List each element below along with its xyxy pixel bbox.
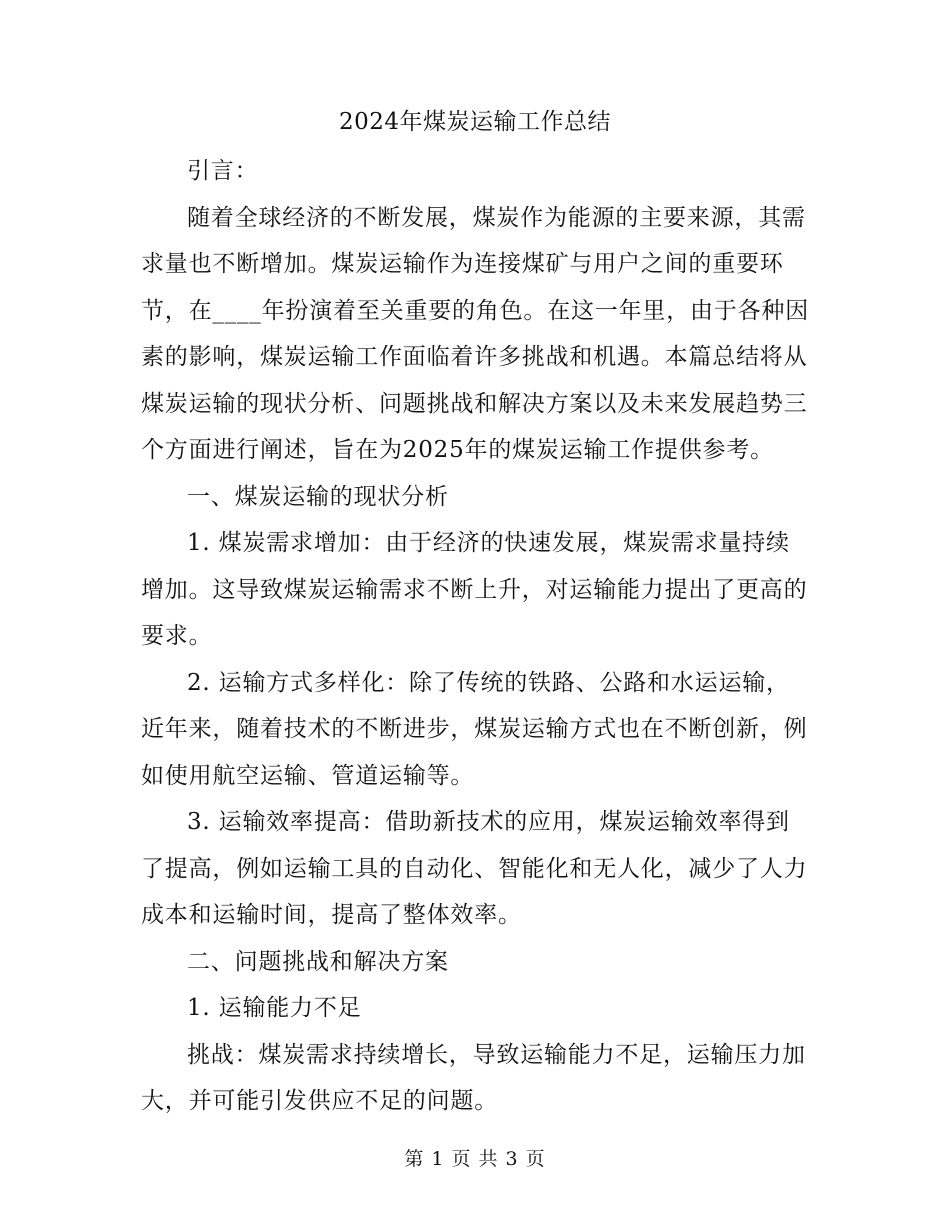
intro-heading: 引言： — [187, 158, 259, 184]
status-item-demand: 1. 煤炭需求增加：由于经济的快速发展，煤炭需求量持续增加。这导致煤炭运输需求不断上升，对运输能力提出了更高的要求。 — [141, 530, 808, 649]
document-title: 2024年煤炭运输工作总结 — [338, 109, 612, 135]
challenge-item-capacity: 1. 运输能力不足 — [187, 995, 362, 1021]
section-heading-status: 一、煤炭运输的现状分析 — [187, 483, 449, 510]
intro-paragraph: 随着全球经济的不断发展，煤炭作为能源的主要来源，其需求量也不断增加。煤炭运输作为连接煤矿与用户之间的重要环节，在____年扮演着至关重要的角色。在这一年里，由于各种因素的影响，煤炭运输工作面临着许多挑战和机遇。本篇总结将从煤炭运输的现状分析、问题挑战和解决方案以及未来发展趋势三个方面进行阐述，旨在为2025年的煤炭运输工作提供参考。 — [141, 204, 809, 463]
page-footer: 第 1 页 共 3 页 — [404, 1148, 546, 1170]
status-item-methods: 2. 运输方式多样化：除了传统的铁路、公路和水运运输，近年来，随着技术的不断进步，煤炭运输方式也在不断创新，例如使用航空运输、管道运输等。 — [141, 669, 808, 789]
section-heading-challenges: 二、问题挑战和解决方案 — [187, 948, 449, 975]
document-body — [141, 148, 811, 1125]
challenge-description: 挑战：煤炭需求持续增长，导致运输能力不足，运输压力加大，并可能引发供应不足的问题。 — [141, 1041, 806, 1114]
status-item-efficiency: 3. 运输效率提高：借助新技术的应用，煤炭运输效率得到了提高，例如运输工具的自动化、智能化和无人化，减少了人力成本和运输时间，提高了整体效率。 — [141, 809, 808, 928]
